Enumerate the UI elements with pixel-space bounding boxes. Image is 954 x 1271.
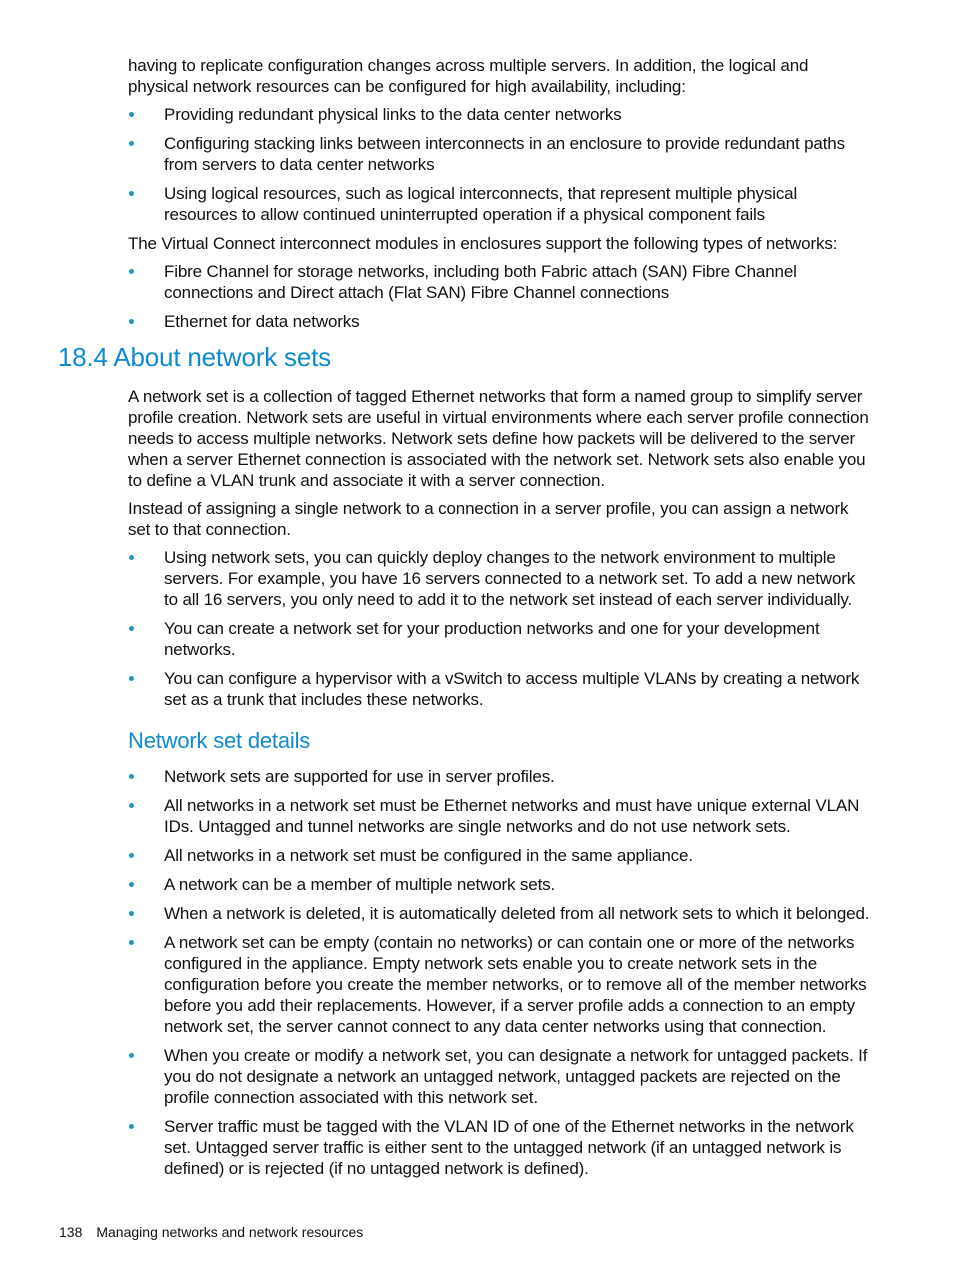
list-item: Configuring stacking links between interconnects in an enclosure to provide redundant paths from servers to data center networks xyxy=(128,133,873,175)
intro-paragraph-2: The Virtual Connect interconnect modules in enclosures support the following types of networks: xyxy=(128,234,838,253)
list-item: All networks in a network set must be configured in the same appliance. xyxy=(128,845,873,866)
page-footer xyxy=(59,1223,363,1241)
bullet-icon xyxy=(129,555,134,560)
bullet-icon xyxy=(129,191,134,196)
list-item: A network set can be empty (contain no networks) or can contain one or more of the networks configured in the appliance. Empty network sets enable you to create network sets in the configuration before you create the member networks, or to remove all of the member networks before you add their replacements. However, if a server profile adds a connection to an empty network set, the server cannot connect to any data center networks using that connection. xyxy=(128,932,873,1037)
list-item: Ethernet for data networks xyxy=(128,311,873,332)
list-item: Using logical resources, such as logical interconnects, that represent multiple physical resources to allow continued uninterrupted operation if a physical component fails xyxy=(128,183,873,225)
bullet-icon xyxy=(129,940,134,945)
bullet-icon xyxy=(129,853,134,858)
bullet-icon xyxy=(129,319,134,324)
bullet-icon xyxy=(129,1124,134,1129)
section-heading: 18.4 About network sets xyxy=(58,342,331,372)
list-item: Providing redundant physical links to the data center networks xyxy=(128,104,873,125)
network-sets-list xyxy=(128,547,873,710)
bullet-icon xyxy=(129,269,134,274)
list-item: Network sets are supported for use in server profiles. xyxy=(128,766,873,787)
list-item: You can configure a hypervisor with a vSwitch to access multiple VLANs by creating a network set as a trunk that includes these networks. xyxy=(128,668,873,710)
list-item: You can create a network set for your production networks and one for your development networks. xyxy=(128,618,873,660)
page-content xyxy=(58,55,873,1187)
bullet-icon xyxy=(129,911,134,916)
bullet-icon xyxy=(129,882,134,887)
section-paragraph-1: A network set is a collection of tagged Ethernet networks that form a named group to simplify server profile creation. Network sets are useful in virtual environments where each server profile connection needs to access multiple networks. Network sets define how packets will be delivered to the server when a server Ethernet connection is associated with the network set. Network sets also enable you to define a VLAN trunk and associate it with a server connection. xyxy=(128,387,869,490)
list-item: Using network sets, you can quickly deploy changes to the network environment to multiple servers. For example, you have 16 servers connected to a network set. To add a new network to all 16 servers, you only need to add it to the network set instead of each server individually. xyxy=(128,547,873,610)
bullet-icon xyxy=(129,774,134,779)
list-item: All networks in a network set must be Ethernet networks and must have unique external VLAN IDs. Untagged and tunnel networks are single networks and do not use network sets. xyxy=(128,795,873,837)
page-number: 138 xyxy=(59,1224,83,1240)
network-set-details-list xyxy=(128,766,873,1179)
bullet-icon xyxy=(129,803,134,808)
bullet-icon xyxy=(129,1053,134,1058)
list-item: When you create or modify a network set, you can designate a network for untagged packets. If you do not designate a network an untagged network, untagged packets are rejected on the profile connection associated with this network set. xyxy=(128,1045,873,1108)
intro-paragraph: having to replicate configuration changes across multiple servers. In addition, the logical and physical network resources can be configured for high availability, including: xyxy=(128,56,809,96)
subsection-heading: Network set details xyxy=(128,728,311,753)
list-item: Fibre Channel for storage networks, including both Fabric attach (SAN) Fibre Channel connections and Direct attach (Flat SAN) Fibre Channel connections xyxy=(128,261,873,303)
bullet-icon xyxy=(129,141,134,146)
list-item: When a network is deleted, it is automatically deleted from all network sets to which it belonged. xyxy=(128,903,873,924)
bullet-icon xyxy=(129,676,134,681)
network-types-list xyxy=(128,261,873,332)
bullet-icon xyxy=(129,626,134,631)
intro-bullet-list xyxy=(128,104,873,225)
chapter-title: Managing networks and network resources xyxy=(96,1224,364,1240)
bullet-icon xyxy=(129,112,134,117)
list-item: A network can be a member of multiple network sets. xyxy=(128,874,873,895)
section-paragraph-2: Instead of assigning a single network to a connection in a server profile, you can assign a network set to that connection. xyxy=(128,499,849,539)
list-item: Server traffic must be tagged with the VLAN ID of one of the Ethernet networks in the network set. Untagged server traffic is either sent to the untagged network (if an untagged network is defined) or is rejected (if no untagged network is defined). xyxy=(128,1116,873,1179)
